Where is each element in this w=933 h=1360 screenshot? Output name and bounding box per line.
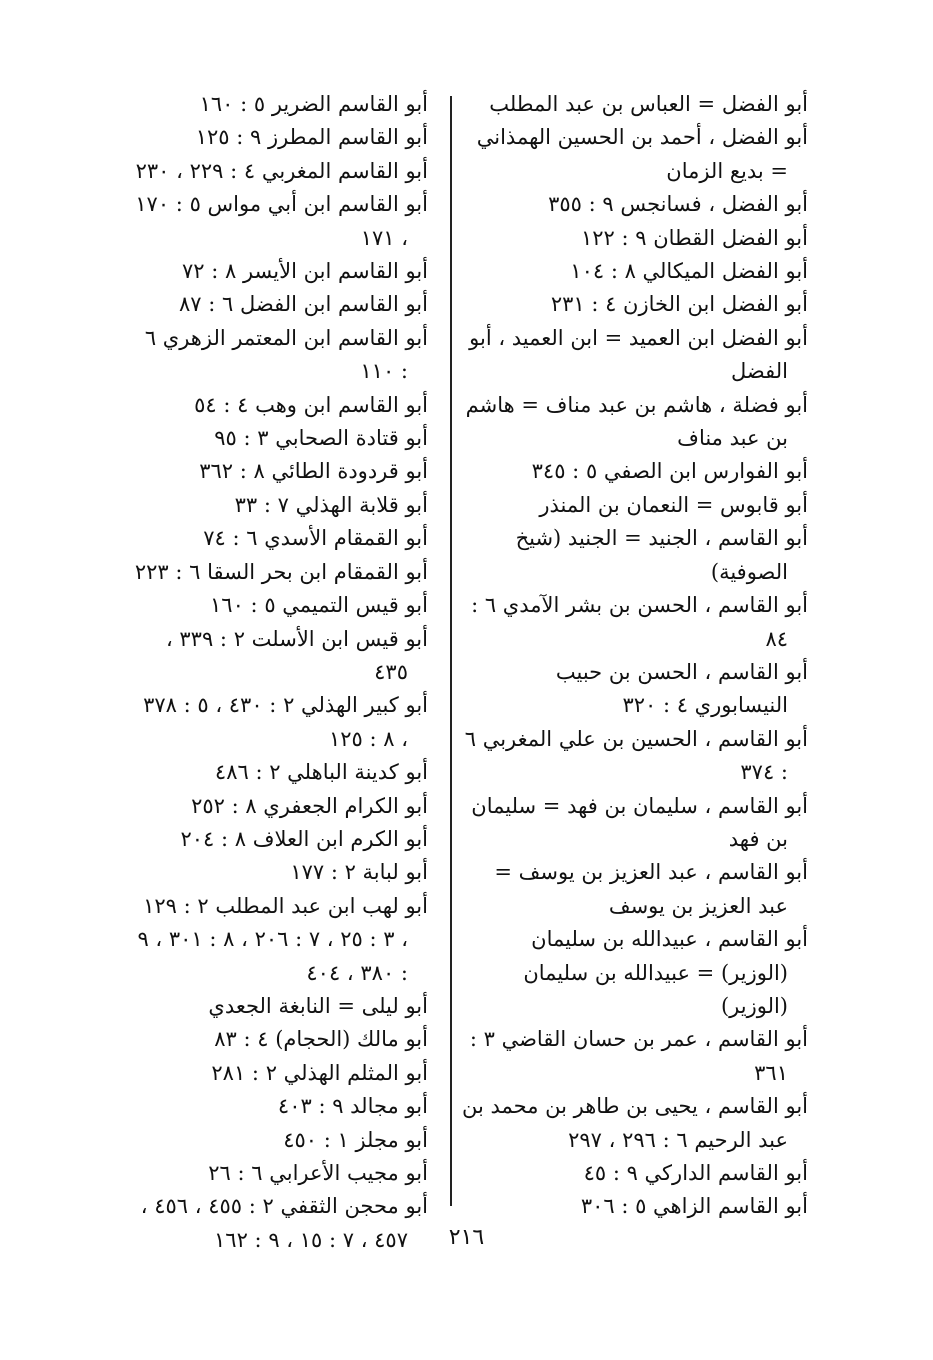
page-number: ٢١٦ <box>448 1225 485 1250</box>
index-column-right <box>462 88 808 1224</box>
index-entry: أبو القاسم ابن الأيسر ٨ : ٧٢ <box>182 259 428 284</box>
index-entry: أبو القاسم ، يحيى بن طاهر بن محمد بن عبد الرحيم ٦ : ٢٩٦ ، ٢٩٧ <box>461 1094 808 1152</box>
index-entry: أبو مجيب الأعرابي ٦ : ٢٦ <box>208 1161 428 1185</box>
index-entry: أبو لهب ابن عبد المطلب ٢ : ١٢٩ ، ٣ : ٢٥ ، ٧ : ٢٠٦ ، ٨ : ٣٠١ ، ٩ : ٣٨٠ ، ٤٠٤ <box>137 893 428 985</box>
index-entry: أبو القاسم ابن أبي مواس ٥ : ١٧٠ ، ١٧١ <box>135 192 428 250</box>
index-entry: أبو الفضل ابن الخازن ٤ : ٢٣١ <box>550 292 808 317</box>
column-divider <box>450 96 452 1206</box>
index-entry: أبو القاسم ، سليمان بن فهد = سليمان بن فهد <box>471 793 808 851</box>
index-entry: أبو مجالد ٩ : ٤٠٣ <box>277 1094 428 1119</box>
index-entry: أبو قيس ابن الأسلت ٢ : ٣٣٩ ، ٤٣٥ <box>165 626 428 684</box>
index-entry: أبو الفضل الميكالي ٨ : ١٠٤ <box>570 259 808 284</box>
index-entry: أبو المثلم الهذلي ٢ : ٢٨١ <box>211 1060 428 1085</box>
index-entry: أبو الفضل = العباس بن عبد المطلب <box>489 92 808 116</box>
index-entry: أبو الفوارس ابن الصفي ٥ : ٣٤٥ <box>531 459 808 484</box>
index-entry: أبو ليلى = النابغة الجعدي <box>208 993 428 1018</box>
index-entry: أبو فضلة ، هاشم بن عبد مناف = هاشم بن عبد مناف <box>465 392 808 451</box>
index-entry: أبو كدينة الباهلي ٢ : ٤٨٦ <box>214 760 428 785</box>
index-entry: أبو قتادة الصحابي ٣ : ٩٥ <box>214 426 428 451</box>
index-entry: أبو القاسم الداركي ٩ : ٤٥ <box>583 1161 808 1185</box>
index-entry: أبو الكرام الجعفري ٨ : ٢٥٢ <box>191 793 428 818</box>
index-entry: أبو مالك (الحجام) ٤ : ٨٣ <box>214 1027 428 1052</box>
index-entry: أبو القاسم ، الجنيد = الجنيد (شيخ الصوفية) <box>515 526 808 584</box>
index-entry: أبو القاسم ، عبيدالله بن سليمان (الوزير) = عبيدالله بن سليمان (الوزير) <box>523 927 808 1018</box>
index-entry: أبو القاسم الزاهي ٥ : ٣٠٦ <box>580 1194 808 1219</box>
index-entry: أبو مجلز ١ : ٤٥٠ <box>283 1127 428 1152</box>
index-column-left <box>132 88 428 1257</box>
index-entry: أبو القاسم ، الحسن بن حبيب النيسابوري ٤ : ٣٢٠ <box>555 659 808 718</box>
index-entry: أبو القمقام الأسدي ٦ : ٧٤ <box>203 526 428 551</box>
index-entry: أبو القاسم ، عمر بن حسان القاضي ٣ : ٣٦١ <box>469 1027 808 1085</box>
index-entry: أبو القاسم ابن المعتمر الزهري ٦ : ١١٠ <box>144 325 428 384</box>
index-entry: أبو الفضل ابن العميد = ابن العميد ، أبو الفضل <box>469 325 808 384</box>
index-entry: أبو قيس التميمي ٥ : ١٦٠ <box>210 593 428 618</box>
index-entry: أبو الفضل القطان ٩ : ١٢٢ <box>581 225 808 250</box>
index-entry: أبو الفضل ، أحمد بن الحسين الهمذاني = بديع الزمان <box>476 125 808 183</box>
index-entry: أبو الفضل ، فسانجس ٩ : ٣٥٥ <box>548 192 808 217</box>
index-entry: أبو القاسم المطرز ٩ : ١٢٥ <box>195 125 428 150</box>
index-entry: أبو قلابة الهذلي ٧ : ٣٣ <box>234 492 428 517</box>
index-entry: أبو القاسم ابن الفضل ٦ : ٨٧ <box>179 292 428 317</box>
index-entry: أبو القمقام ابن بحر السقا ٦ : ٢٢٣ <box>134 559 428 584</box>
index-entry: أبو القاسم ، الحسن بن بشر الآمدي ٦ : ٨٤ <box>471 593 808 651</box>
index-entry: أبو القاسم ، الحسين بن علي المغربي ٦ : ٣٧٤ <box>464 726 808 785</box>
index-entry: أبو لبابة ٢ : ١٧٧ <box>290 860 428 885</box>
index-entry: أبو القاسم ابن وهب ٤ : ٥٤ <box>194 392 428 417</box>
index-entry: أبو محجن الثقفي ٢ : ٤٥٥ ، ٤٥٦ ، ٤٥٧ ، ٧ : ١٥ ، ٩ : ١٦٢ <box>140 1194 428 1252</box>
index-entry: أبو القاسم المغربي ٤ : ٢٢٩ ، ٢٣٠ <box>135 158 428 183</box>
index-entry: أبو القاسم ، عبد العزيز بن يوسف = عبد العزيز بن يوسف <box>494 860 808 918</box>
index-entry: أبو الكرم ابن العلاف ٨ : ٢٠٤ <box>180 826 428 851</box>
index-entry: أبو قردودة الطائي ٨ : ٣٦٢ <box>199 459 428 484</box>
index-entry: أبو قابوس = النعمان بن المنذر <box>539 492 808 517</box>
index-entry: أبو كبير الهذلي ٢ : ٤٣٠ ، ٥ : ٣٧٨ ، ٨ : ١٢٥ <box>143 693 428 751</box>
index-entry: أبو القاسم الضرير ٥ : ١٦٠ <box>199 92 428 116</box>
